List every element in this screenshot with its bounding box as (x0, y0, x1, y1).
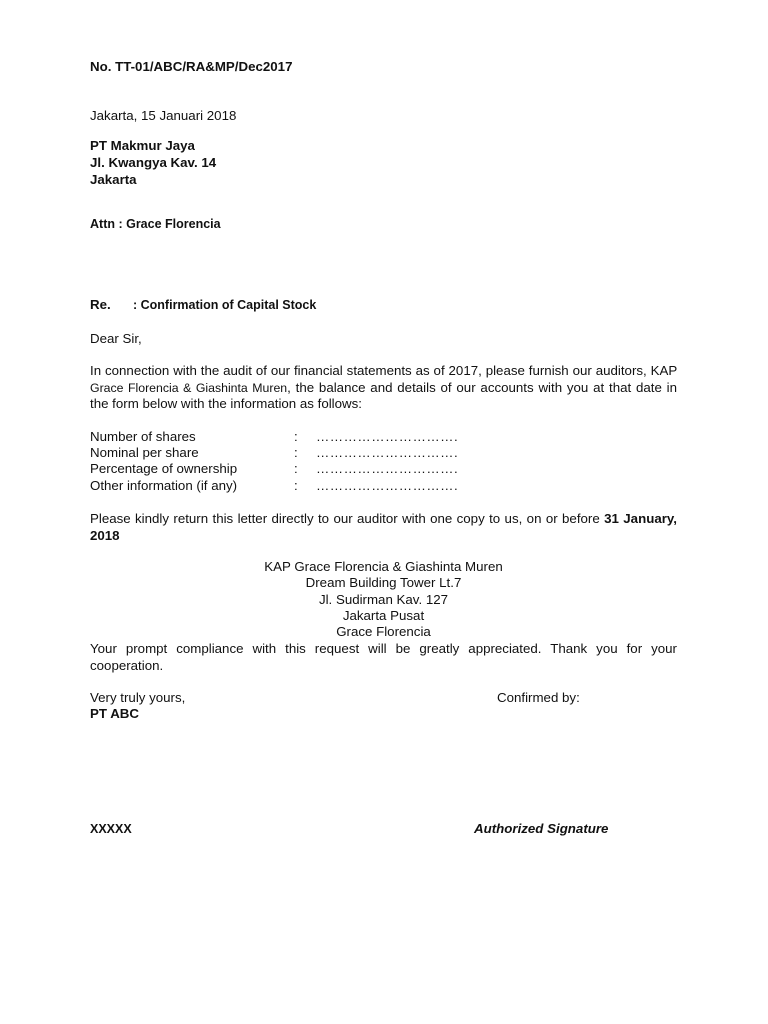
form-row-blank: …………………………. (316, 429, 459, 444)
recipient-company: PT Makmur Jaya (90, 138, 195, 153)
auditor-name: Grace Florencia & Giashinta Muren (90, 380, 288, 395)
attention-line: Attn : Grace Florencia (90, 217, 221, 231)
sign-off: Very truly yours, (90, 690, 186, 705)
form-row-colon: : (294, 445, 298, 460)
auditor-address-line: Grace Florencia (336, 624, 431, 639)
intro-part1: In connection with the audit of our financial statements as of 2017, please furnish our auditors, KAP (90, 363, 677, 378)
intro-part2: , the balance and details of our accounts with you at that date in the form below with the information as follows: (90, 379, 678, 411)
form-row-number-of-shares (90, 429, 490, 445)
intro-paragraph (90, 363, 677, 413)
form-row-nominal-per-share (90, 445, 490, 461)
authorized-signature-label: Authorized Signature (474, 821, 609, 836)
form-row-colon: : (294, 478, 298, 493)
auditor-address-line: KAP Grace Florencia & Giashinta Muren (264, 559, 503, 574)
sender-signature: XXXXX (90, 822, 132, 836)
sender-company: PT ABC (90, 706, 139, 721)
letter-number: No. TT-01/ABC/RA&MP/Dec2017 (90, 59, 293, 74)
form-row-label: Number of shares (90, 429, 196, 444)
return-note-text: Please kindly return this letter directly to our auditor with one copy to us, on or before (90, 511, 605, 526)
form-row-label: Nominal per share (90, 445, 199, 460)
form-row-percentage-of-ownership (90, 461, 490, 477)
subject-prefix: Re. (90, 297, 111, 312)
closing-note: Your prompt compliance with this request will be greatly appreciated. Thank you for your cooperation. (90, 641, 677, 673)
recipient-street: Jl. Kwangya Kav. 14 (90, 155, 217, 170)
recipient-city: Jakarta (90, 172, 137, 187)
deadline-day: 31 (604, 511, 619, 526)
confirmed-by-label: Confirmed by: (497, 690, 580, 705)
auditor-address-line: Dream Building Tower Lt.7 (305, 575, 462, 590)
form-row-colon: : (294, 429, 298, 444)
return-note (90, 511, 677, 544)
form-row-colon: : (294, 461, 298, 476)
form-row-blank: …………………………. (316, 478, 459, 493)
place-date: Jakarta, 15 Januari 2018 (90, 108, 237, 123)
auditor-address-line: Jakarta Pusat (342, 608, 425, 623)
form-row-label: Other information (if any) (90, 478, 238, 493)
salutation: Dear Sir, (90, 331, 142, 346)
form-row-label: Percentage of ownership (90, 461, 238, 476)
deadline-rest: January, 2018 (90, 511, 677, 543)
subject-line: : Confirmation of Capital Stock (133, 298, 317, 312)
auditor-address-line: Jl. Sudirman Kav. 127 (318, 592, 449, 607)
form-row-blank: …………………………. (316, 445, 459, 460)
form-row-other-information (90, 478, 490, 494)
form-row-blank: …………………………. (316, 461, 459, 476)
